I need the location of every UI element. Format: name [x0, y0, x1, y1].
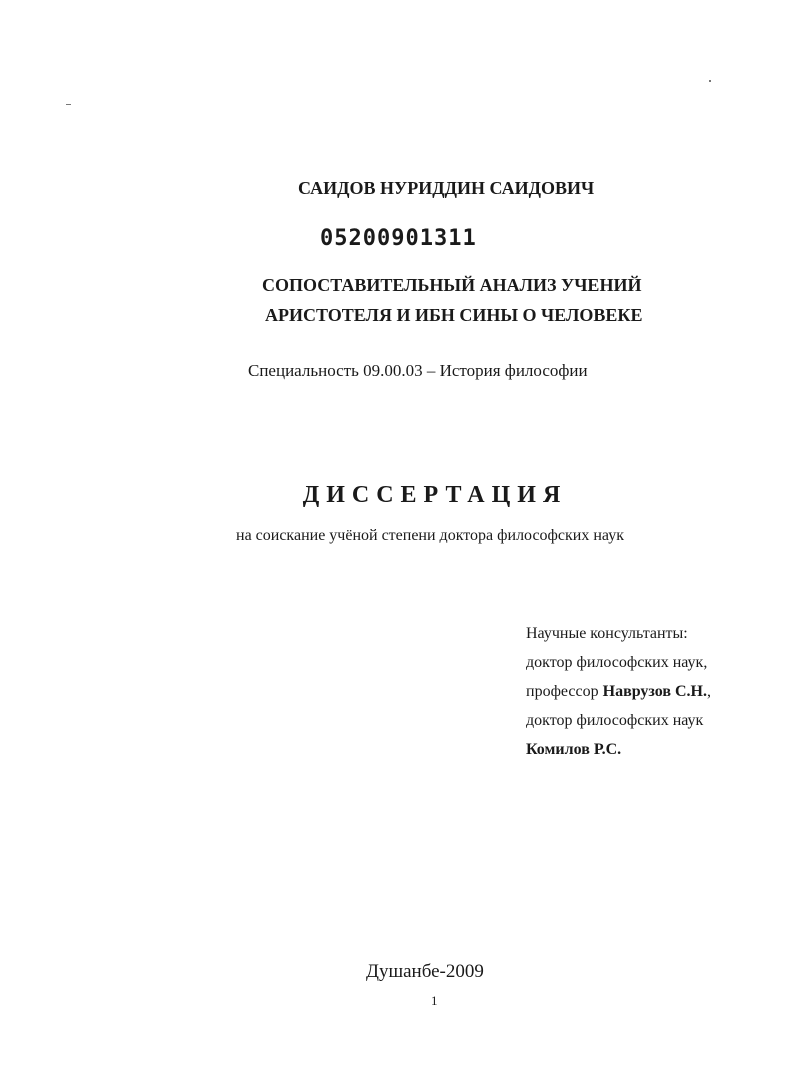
scan-speck	[66, 104, 71, 105]
title-line-1: СОПОСТАВИТЕЛЬНЫЙ АНАЛИЗ УЧЕНИЙ	[262, 275, 642, 295]
dissertation-title	[262, 270, 643, 330]
scientific-consultants	[526, 619, 711, 764]
consultant-1-rank: профессор	[526, 683, 603, 700]
scan-speck	[709, 80, 711, 82]
consultant-2-name: Комилов Р.С.	[526, 741, 622, 758]
consultant-2-degree: доктор философских наук	[526, 712, 704, 729]
page-number: 1	[431, 993, 438, 1008]
document-type-heading: ДИССЕРТАЦИЯ	[302, 482, 568, 508]
consultant-1-title	[526, 677, 711, 706]
consultants-heading: Научные консультанты:	[526, 625, 688, 642]
consultant-1-degree: доктор философских наук,	[526, 654, 708, 671]
author-name: САИДОВ НУРИДДИН САИДОВИЧ	[298, 178, 595, 198]
consultant-1-name: Наврузов С.Н.	[602, 683, 707, 700]
consultant-1-comma: ,	[707, 683, 711, 700]
specialty: Специальность 09.00.03 – История философии	[248, 361, 588, 380]
city-year: Душанбе-2009	[366, 961, 484, 982]
degree-description: на соискание учёной степени доктора философских наук	[236, 527, 624, 544]
catalog-number: 05200901311	[320, 226, 477, 251]
title-line-2: АРИСТОТЕЛЯ И ИБН СИНЫ О ЧЕЛОВЕКЕ	[265, 305, 643, 325]
